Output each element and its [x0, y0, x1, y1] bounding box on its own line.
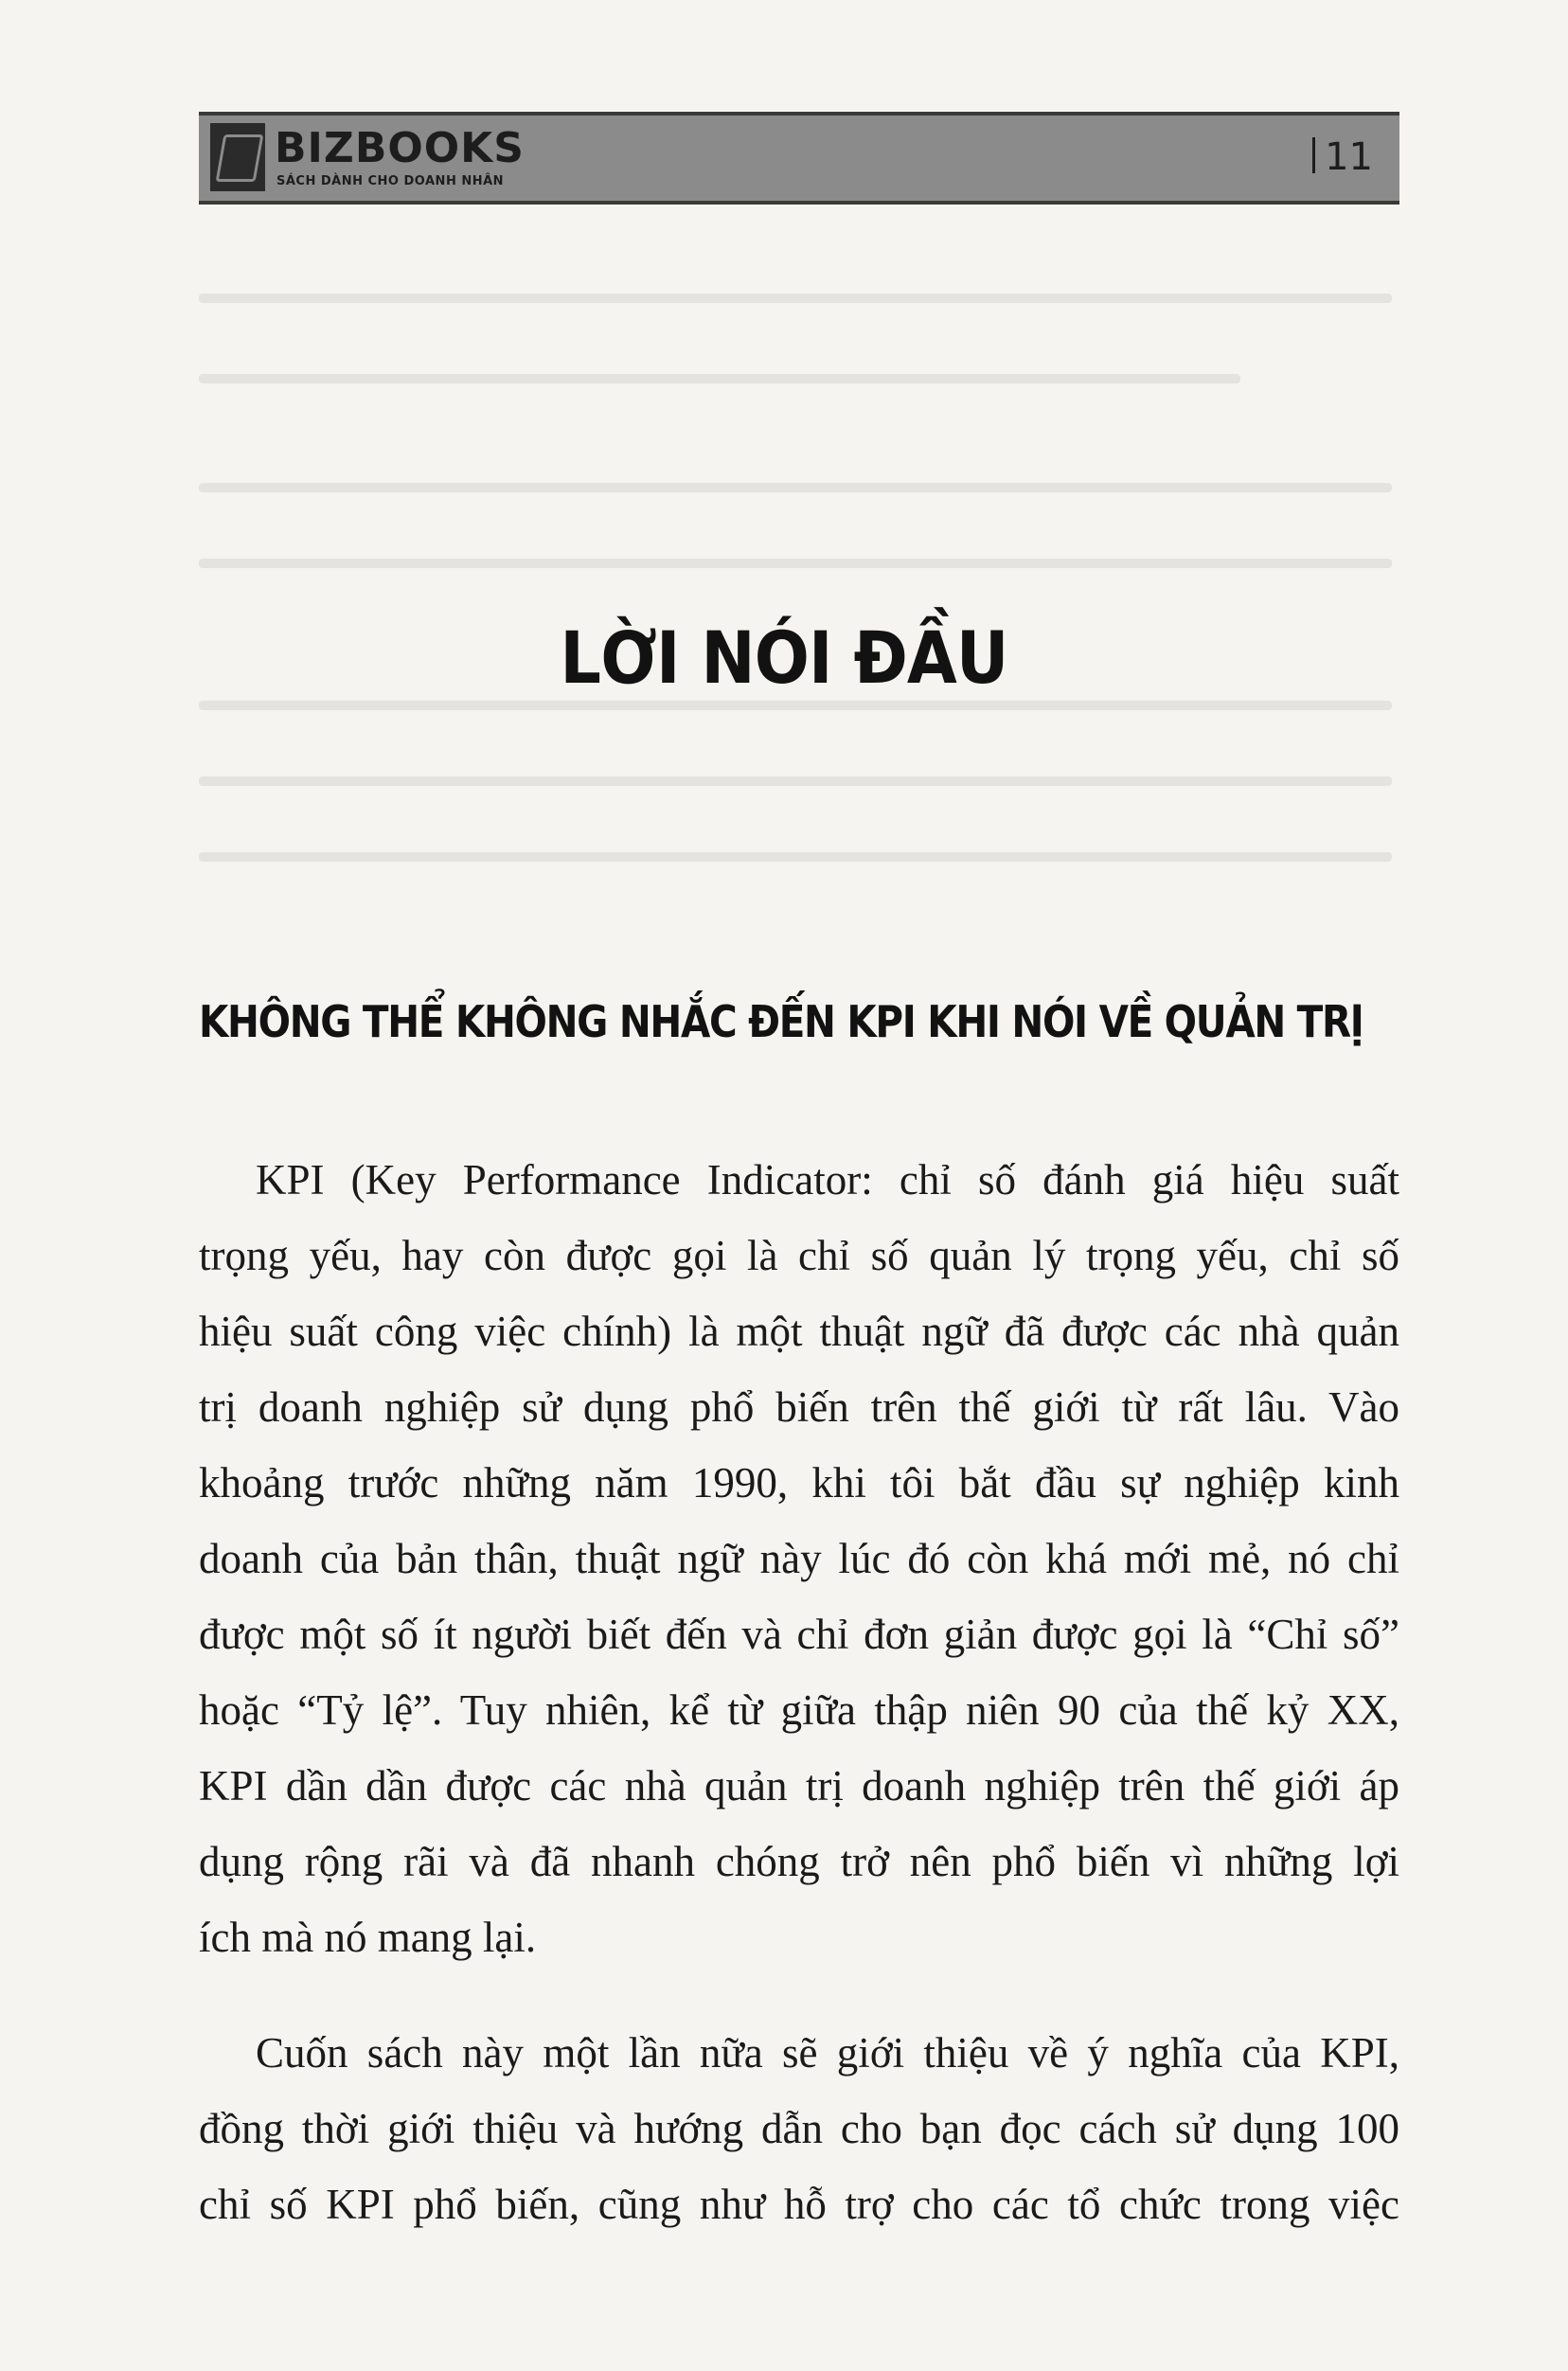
text-line: trị doanh nghiệp sử dụng phổ biến trên thế giới từ rất lâu. Vào [199, 1383, 1399, 1431]
paragraph [199, 2015, 1399, 2242]
text-line: doanh của bản thân, thuật ngữ này lúc đó còn khá mới mẻ, nó chỉ [199, 1535, 1399, 1582]
text-line: hoặc “Tỷ lệ”. Tuy nhiên, kể từ giữa thập niên 90 của thế kỷ XX, [199, 1686, 1399, 1734]
text-line: KPI dần dần được các nhà quản trị doanh nghiệp trên thế giới áp [199, 1762, 1399, 1809]
body-text [199, 1142, 1399, 2242]
logo-name: BIZBOOKS [275, 124, 525, 172]
bleed-through-line [199, 374, 1240, 383]
text-line: Cuốn sách này một lần nữa sẽ giới thiệu về ý nghĩa của KPI, [256, 2029, 1399, 2077]
text-line: đồng thời giới thiệu và hướng dẫn cho bạn đọc cách sử dụng 100 [199, 2105, 1399, 2152]
text-line: ích mà nó mang lại. [199, 1914, 537, 1961]
bleed-through-line [199, 852, 1392, 862]
bizbooks-logo-icon [210, 123, 265, 191]
chapter-title: LỜI NÓI ĐẦU [560, 615, 1008, 700]
bleed-through-line [199, 294, 1392, 303]
bleed-through-line [199, 559, 1392, 568]
bleed-through-line [199, 776, 1392, 786]
text-line: dụng rộng rãi và đã nhanh chóng trở nên phổ biến vì những lợi [199, 1838, 1399, 1885]
text-line: trọng yếu, hay còn được gọi là chỉ số quản lý trọng yếu, chỉ số [199, 1232, 1399, 1279]
running-header [199, 112, 1399, 205]
text-line: được một số ít người biết đến và chỉ đơn giản được gọi là “Chỉ số” [199, 1611, 1399, 1658]
text-line: KPI (Key Performance Indicator: chỉ số đánh giá hiệu suất [256, 1156, 1399, 1203]
text-line: chỉ số KPI phổ biến, cũng như hỗ trợ cho các tổ chức trong việc [199, 2181, 1399, 2228]
text-line: hiệu suất công việc chính) là một thuật ngữ đã được các nhà quản [199, 1308, 1399, 1355]
logo-tagline: SÁCH DÀNH CHO DOANH NHÂN [276, 174, 505, 188]
page-number: 11 [1312, 129, 1373, 186]
section-heading: KHÔNG THỂ KHÔNG NHẮC ĐẾN KPI KHI NÓI VỀ QUẢN TRỊ [199, 996, 1363, 1047]
bleed-through-line [199, 483, 1392, 492]
bleed-through-line [199, 701, 1392, 710]
paragraph [199, 1142, 1399, 1975]
text-line: khoảng trước những năm 1990, khi tôi bắt đầu sự nghiệp kinh [199, 1459, 1399, 1506]
